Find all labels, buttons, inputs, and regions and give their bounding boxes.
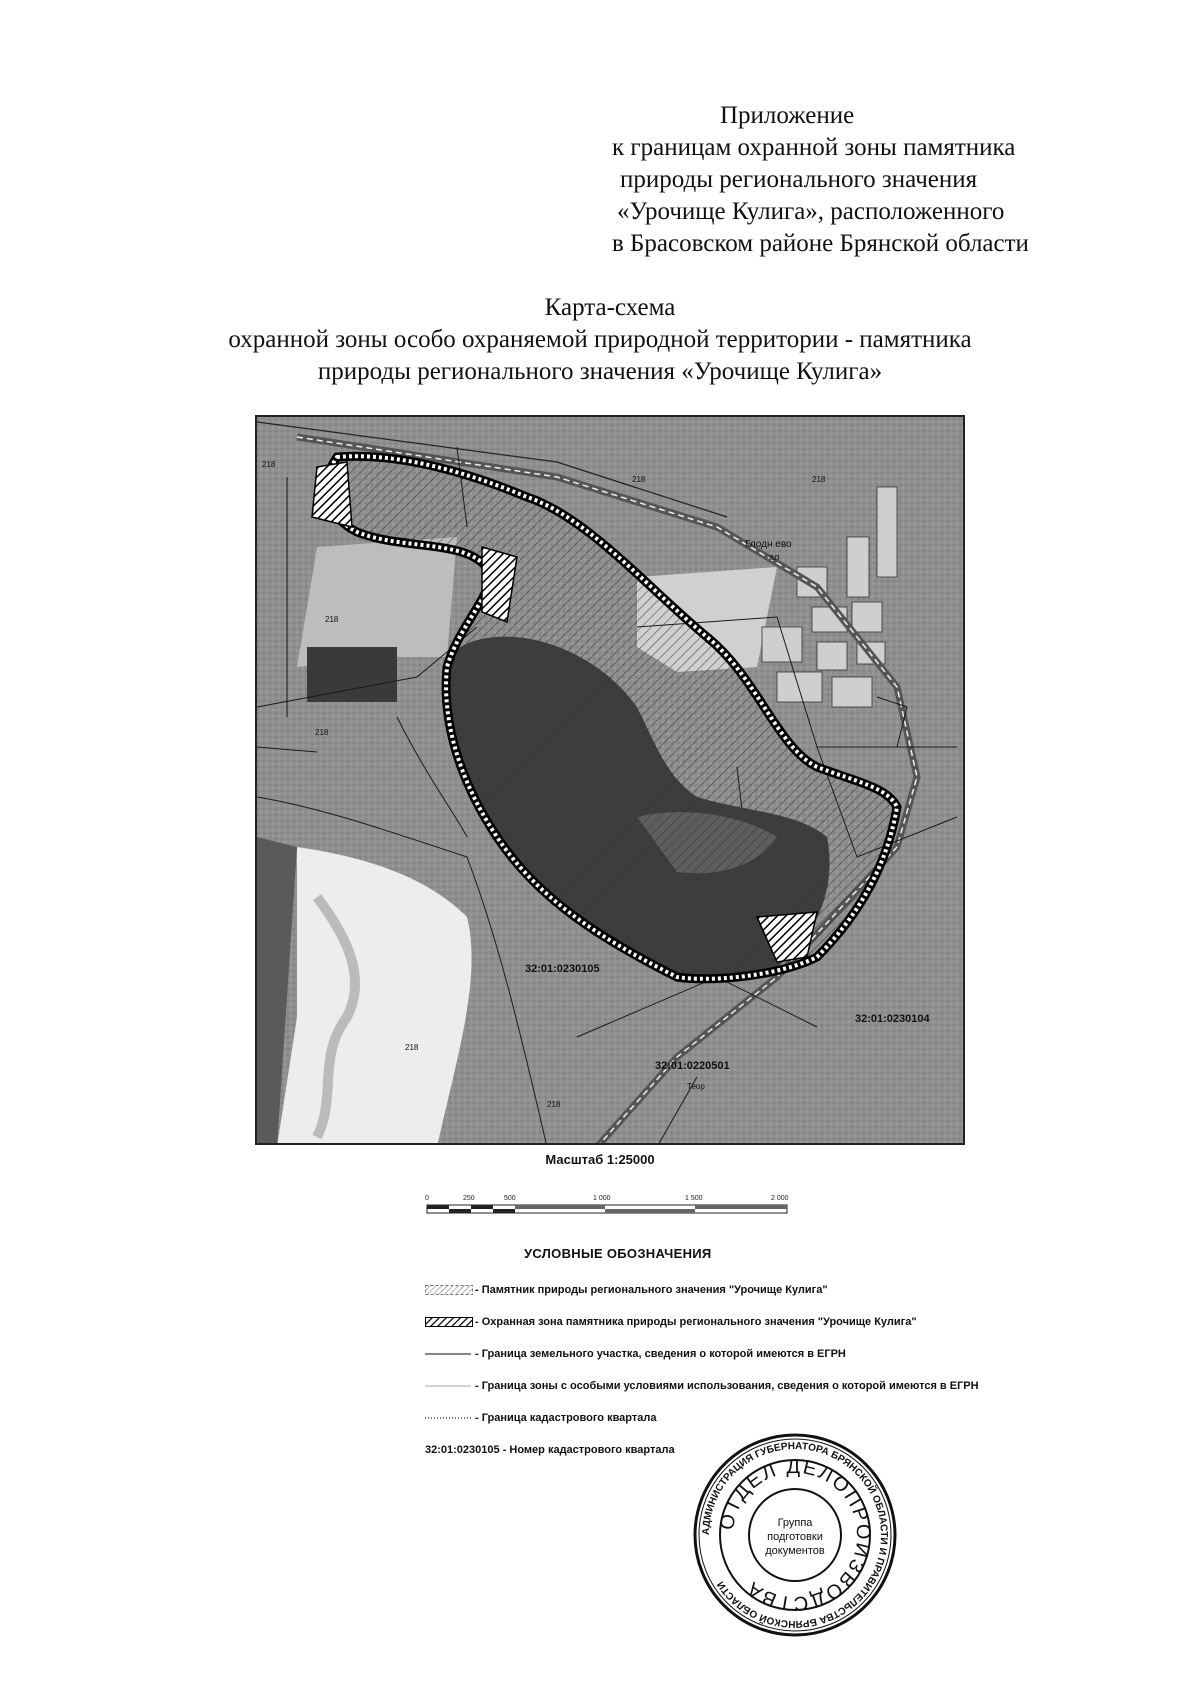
protection-zone-patch [312, 462, 352, 527]
plot-number: 218 [315, 728, 329, 737]
scale-tick-label: 2 000 [771, 1195, 789, 1202]
plot-number: 218 [812, 475, 826, 484]
map-scheme [255, 415, 965, 1145]
appendix-line: в Брасовском районе Брянской области [612, 230, 1029, 257]
quarter-label: 32:01:0230104 [855, 1013, 930, 1025]
plot-number: 218 [405, 1043, 419, 1052]
map-svg [257, 417, 965, 1145]
stamp-center-line: Группа [777, 1517, 813, 1529]
plot-number: 218 [547, 1100, 561, 1109]
appendix-line: «Урочище Кулига», расположенного [617, 198, 1005, 225]
stamp-mid-text: ОТДЕЛ ДЕЛОПРОИЗВОДСТВА [715, 1455, 875, 1615]
thin-hatch-symbol [425, 1285, 473, 1295]
dotted-line-symbol [425, 1413, 473, 1423]
quarter-code: 32:01:0230105 [425, 1444, 500, 1456]
scale-bar [425, 1190, 805, 1224]
appendix-line: природы регионального значения [620, 166, 978, 193]
legend-code-example [425, 1444, 675, 1456]
legend-item-label: - Граница кадастрового квартала [475, 1412, 657, 1424]
legend-item-label: - Охранная зона памятника природы регионального значения "Урочище Кулига" [475, 1316, 917, 1328]
scale-tick-label: 250 [463, 1195, 475, 1202]
legend-item-label: - Граница зоны с особыми условиями использования, сведения о которой имеются в ЕГРН [475, 1380, 979, 1392]
stamp-center-line: документов [765, 1545, 825, 1557]
appendix-line: к границам охранной зоны памятника [612, 134, 1016, 161]
place-name-label: Глодн ево [745, 539, 792, 550]
official-stamp [690, 1430, 900, 1640]
appendix-title: Приложение [720, 102, 855, 129]
legend-title: УСЛОВНЫЕ ОБОЗНАЧЕНИЯ [524, 1246, 712, 1261]
legend-item-label: - Граница земельного участка, сведения о которой имеются в ЕГРН [475, 1348, 846, 1360]
stamp-center-line: подготовки [767, 1531, 823, 1543]
place-sub-label: ал [769, 552, 780, 562]
solid-line-symbol [425, 1349, 473, 1359]
appendix-header [560, 100, 1080, 260]
quarter-label: 32:01:0220501 [655, 1060, 730, 1072]
map-heading [0, 292, 1200, 388]
bold-hatch-symbol [425, 1317, 473, 1327]
scale-tick-label: 1 000 [593, 1195, 611, 1202]
map-heading-line: природы регионального значения «Урочище Кулига» [317, 358, 883, 385]
scale-tick-label: 0 [425, 1195, 429, 1202]
road-label: Теор [687, 1082, 705, 1091]
dark-parcel [307, 647, 397, 702]
scale-label: Масштаб 1:25000 [545, 1152, 655, 1167]
quarter-label: 32:01:0230105 [525, 963, 600, 975]
legend-item-label: - Памятник природы регионального значения "Урочище Кулига" [475, 1284, 828, 1296]
legend-item-label: - Номер кадастрового квартала [502, 1444, 675, 1456]
map-heading-title: Карта-схема [544, 294, 676, 321]
thin-line-symbol [425, 1381, 473, 1391]
stamp-outer-text: АДМИНИСТРАЦИЯ ГУБЕРНАТОРА БРЯНСКОЙ ОБЛАСТИ И ПРАВИТЕЛЬСТВА БРЯНСКОЙ ОБЛАСТИ [700, 1440, 890, 1630]
scale-tick-label: 500 [504, 1195, 516, 1202]
plot-number: 218 [325, 615, 339, 624]
plot-number: 218 [262, 460, 276, 469]
plot-number: 218 [632, 475, 646, 484]
map-heading-line: охранной зоны особо охраняемой природной территории - памятника [228, 326, 972, 353]
scale-tick-label: 1 500 [685, 1195, 703, 1202]
